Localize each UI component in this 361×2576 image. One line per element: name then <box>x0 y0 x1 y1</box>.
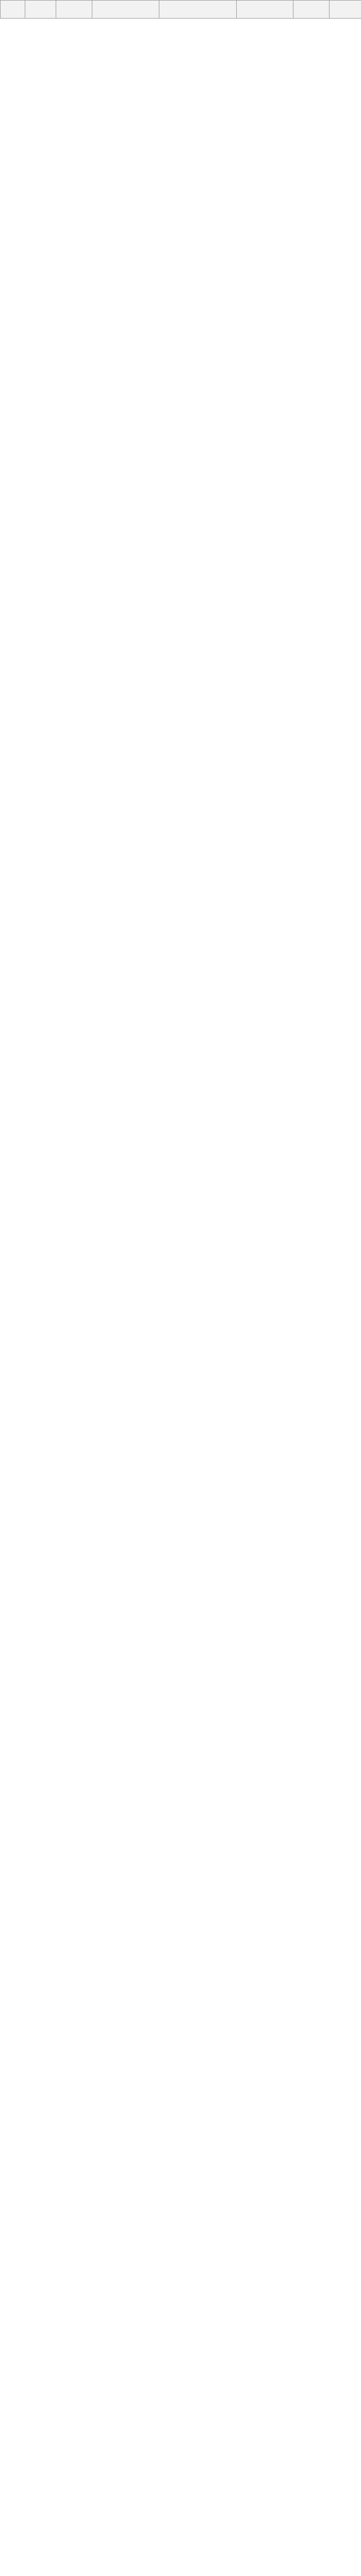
header-cell <box>159 1 237 19</box>
header-cell <box>56 1 92 19</box>
content-table <box>0 0 361 19</box>
header-cell <box>1 1 25 19</box>
header-cell <box>237 1 293 19</box>
header-cell <box>25 1 56 19</box>
table-header-row <box>1 1 361 19</box>
header-cell <box>293 1 330 19</box>
header-cell <box>92 1 159 19</box>
header-cell <box>330 1 361 19</box>
